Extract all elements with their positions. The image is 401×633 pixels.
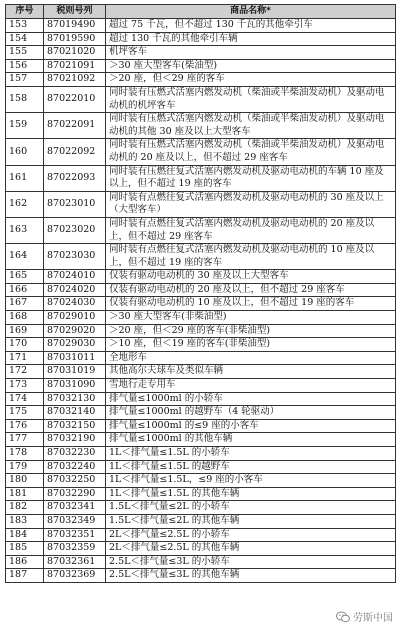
commodity-name: 1.5L＜排气量≤2L 的其他车辆 [106,514,396,528]
commodity-name: 机坪客车 [106,46,396,60]
row-number: 169 [6,324,44,338]
watermark-text: 劳斯中国 [353,613,393,624]
row-number: 168 [6,311,44,325]
tariff-code: 87023010 [44,191,106,217]
row-number: 173 [6,379,44,393]
table-row [6,392,396,406]
tariff-code: 87022093 [44,165,106,191]
tariff-code: 87031011 [44,351,106,365]
row-number: 170 [6,338,44,352]
tariff-code: 87022010 [44,86,106,112]
commodity-name: 1L＜排气量≤1.5L 的小轿车 [106,447,396,461]
commodity-name: 同时装有点燃往复式活塞内燃发动机及驱动电动机的 10 座及以上，但不超过 19 座的客车 [106,244,396,270]
table-row [6,528,396,542]
commodity-name: 同时装有压燃往复式活塞内燃发动机及驱动电动机的车辆 10 座及以上，但不超过 19 座的客车 [106,165,396,191]
commodity-name: 仅装有驱动电动机的 10 座及以上，但不超过 19 座的客车 [106,297,396,311]
commodity-name: 仅装有驱动电动机的 20 座及以上，但不超过 29 座客车 [106,283,396,297]
tariff-code: 87024030 [44,297,106,311]
row-number: 162 [6,191,44,217]
commodity-name: 同时装有压燃式活塞内燃发动机（柴油或半柴油发动机）及驱动电动机的机坪客车 [106,86,396,112]
table-row [6,139,396,165]
tariff-code: 87029030 [44,338,106,352]
row-number: 159 [6,113,44,139]
commodity-name: 同时装有压燃式活塞内燃发动机（柴油或半柴油发动机）及驱动电动机的 20 座及以上，但不超过 29 座客车 [106,139,396,165]
tariff-code: 87032250 [44,474,106,488]
tariff-code: 87032140 [44,406,106,420]
table-body [6,19,396,583]
row-number: 181 [6,487,44,501]
header-no: 序号 [6,5,44,19]
tariff-code: 87032190 [44,433,106,447]
row-number: 160 [6,139,44,165]
row-number: 183 [6,514,44,528]
table-row [6,244,396,270]
table-row [6,73,396,87]
tariff-code: 87032359 [44,542,106,556]
row-number: 155 [6,46,44,60]
commodity-name: 2.5L＜排气量≤3L 的其他车辆 [106,569,396,583]
commodity-name: 1L＜排气量≤1.5L 的其他车辆 [106,487,396,501]
header-row [6,5,396,19]
row-number: 180 [6,474,44,488]
commodity-name: 2.5L＜排气量≤3L 的小轿车 [106,555,396,569]
table-row [6,283,396,297]
table-row [6,542,396,556]
row-number: 161 [6,165,44,191]
commodity-name: 其他高尔夫球车及类似车辆 [106,365,396,379]
row-number: 185 [6,542,44,556]
row-number: 158 [6,86,44,112]
row-number: 182 [6,501,44,515]
commodity-name: ＞30 座大型客车(柴油型) [106,59,396,73]
tariff-code: 87032369 [44,569,106,583]
commodity-name: 超过 130 千瓦的其他牵引车辆 [106,32,396,46]
commodity-name: ＞20 座，但＜29 座的客车 [106,73,396,87]
table-row [6,311,396,325]
commodity-name: 同时装有压燃式活塞内燃发动机（柴油或半柴油发动机）及驱动电动机的其他 30 座及以上大型客车 [106,113,396,139]
tariff-code: 87023030 [44,244,106,270]
table-row [6,569,396,583]
tariff-code: 87021092 [44,73,106,87]
table-row [6,379,396,393]
row-number: 187 [6,569,44,583]
table-row [6,32,396,46]
commodity-name: 1.5L＜排气量≤2L 的小轿车 [106,501,396,515]
header-code: 税则号列 [44,5,106,19]
tariff-code: 87024010 [44,270,106,284]
tariff-code: 87032349 [44,514,106,528]
table-row [6,270,396,284]
row-number: 163 [6,217,44,243]
tariff-code: 87022092 [44,139,106,165]
row-number: 186 [6,555,44,569]
table-row [6,86,396,112]
table-header [6,5,396,19]
commodity-name: 排气量≤1000ml 的≤9 座的小客车 [106,419,396,433]
header-name: 商品名称* [106,5,396,19]
table-row [6,191,396,217]
table-row [6,460,396,474]
table-row [6,59,396,73]
commodity-name: 全地形车 [106,351,396,365]
commodity-name: 同时装有点燃往复式活塞内燃发动机及驱动电动机的 20 座及以上，但不超过 29 座客车 [106,217,396,243]
commodity-name: 排气量≤1000ml 的其他车辆 [106,433,396,447]
table-row [6,501,396,515]
commodity-name: 排气量≤1000ml 的越野车（4 轮驱动） [106,406,396,420]
row-number: 179 [6,460,44,474]
commodity-name: 雪地行走专用车 [106,379,396,393]
table-row [6,46,396,60]
row-number: 165 [6,270,44,284]
commodity-name: ＞10 座，但＜19 座的客车(非柴油型) [106,338,396,352]
commodity-name: 排气量≤1000ml 的小轿车 [106,392,396,406]
table-row [6,324,396,338]
tariff-table [5,4,396,583]
table-row [6,365,396,379]
commodity-name: 同时装有点燃往复式活塞内燃发动机及驱动电动机的 30 座及以上（大型客车） [106,191,396,217]
row-number: 175 [6,406,44,420]
row-number: 153 [6,19,44,33]
table-row [6,474,396,488]
table-row [6,113,396,139]
tariff-code: 87032361 [44,555,106,569]
commodity-name: 1L＜排气量≤1.5L 的越野车 [106,460,396,474]
tariff-code: 87029010 [44,311,106,325]
row-number: 178 [6,447,44,461]
tariff-code: 87021020 [44,46,106,60]
commodity-name: 2L＜排气量≤2.5L 的小轿车 [106,528,396,542]
table-row [6,338,396,352]
table-row [6,447,396,461]
tariff-code: 87032341 [44,501,106,515]
row-number: 177 [6,433,44,447]
commodity-name: ＞30 座大型客车(非柴油型) [106,311,396,325]
commodity-name: 2L＜排气量≤2.5L 的其他车辆 [106,542,396,556]
tariff-code: 87019490 [44,19,106,33]
tariff-code: 87021091 [44,59,106,73]
table-row [6,433,396,447]
tariff-code: 87032290 [44,487,106,501]
row-number: 156 [6,59,44,73]
tariff-code: 87023020 [44,217,106,243]
row-number: 174 [6,392,44,406]
commodity-name: 1L＜排气量≤1.5L，≤9 座的小客车 [106,474,396,488]
table-row [6,419,396,433]
tariff-code: 87024020 [44,283,106,297]
row-number: 154 [6,32,44,46]
row-number: 164 [6,244,44,270]
table-row [6,406,396,420]
commodity-name: ＞20 座，但＜29 座的客车(非柴油型) [106,324,396,338]
tariff-code: 87031090 [44,379,106,393]
table-row [6,217,396,243]
tariff-code: 87022091 [44,113,106,139]
table-row [6,487,396,501]
tariff-code: 87032130 [44,392,106,406]
wechat-icon [336,611,350,623]
tariff-code: 87029020 [44,324,106,338]
tariff-code: 87032230 [44,447,106,461]
tariff-code: 87032240 [44,460,106,474]
watermark [334,608,395,625]
table-row [6,514,396,528]
tariff-code: 87031019 [44,365,106,379]
table-row [6,351,396,365]
commodity-name: 仅装有驱动电动机的 30 座及以上大型客车 [106,270,396,284]
row-number: 166 [6,283,44,297]
table-row [6,19,396,33]
table-row [6,165,396,191]
row-number: 184 [6,528,44,542]
row-number: 172 [6,365,44,379]
commodity-name: 超过 75 千瓦，但不超过 130 千瓦的其他牵引车 [106,19,396,33]
tariff-code: 87032150 [44,419,106,433]
row-number: 157 [6,73,44,87]
table-row [6,555,396,569]
row-number: 167 [6,297,44,311]
table-row [6,297,396,311]
tariff-code: 87032351 [44,528,106,542]
row-number: 176 [6,419,44,433]
tariff-code: 87019590 [44,32,106,46]
row-number: 171 [6,351,44,365]
